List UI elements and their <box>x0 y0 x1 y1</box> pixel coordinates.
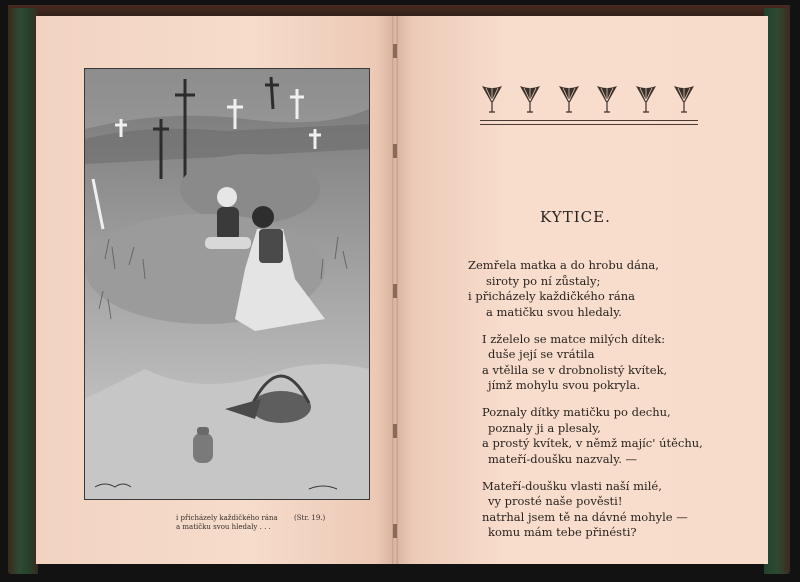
caption-line: a matičku svou hledaly . . . <box>176 523 271 531</box>
poem-line: Poznaly dítky matičku po dechu, <box>482 405 671 419</box>
binding-stitch <box>393 424 397 438</box>
poem-line: vy prosté naše pověsti! <box>488 494 623 508</box>
poem-body <box>468 258 708 552</box>
poem-line: natrhal jsem tě na dávné mohyle — <box>482 509 688 524</box>
poem-stanza <box>468 258 708 320</box>
poem-line: poznaly ji a plesaly, <box>488 420 601 435</box>
lotus-fan-icon <box>480 84 504 114</box>
poem-stanza <box>468 479 708 541</box>
graveyard-children-illustration <box>85 69 369 499</box>
poem-line: komu mám tebe přinésti? <box>488 525 637 539</box>
poem-line: i přicházely každičkého rána <box>468 289 636 303</box>
binding-stitch <box>393 284 397 298</box>
poem-line: jímž mohylu svou pokryla. <box>488 378 641 392</box>
caption-line: i přicházely každičkého rána <box>176 514 278 522</box>
poem-line: a matičku svou hledaly. <box>486 304 622 319</box>
lotus-fan-icon <box>518 84 542 114</box>
poem-line: a vtělila se v drobnolistý kvítek, <box>482 362 668 377</box>
ornament-rule <box>480 120 698 125</box>
lotus-fan-icon <box>595 84 619 114</box>
binding-stitch <box>393 524 397 538</box>
poem-line: Zemřela matka a do hrobu dána, <box>468 258 659 272</box>
poem-line: mateří-doušku nazvaly. — <box>488 451 638 466</box>
lotus-fan-icon <box>672 84 696 114</box>
ornament-row <box>480 84 696 114</box>
binding-stitch <box>393 144 397 158</box>
poem-line: I zželelo se matce milých dítek: <box>482 331 666 346</box>
illustration-caption <box>176 514 376 532</box>
poem-title: KYTICE. <box>540 208 611 226</box>
lotus-fan-icon <box>634 84 658 114</box>
lotus-fan-icon <box>557 84 581 114</box>
caption-page-ref: (Str. 19.) <box>294 514 326 522</box>
poem-line: siroty po ní zůstaly; <box>486 273 601 288</box>
illustration-plate <box>84 68 370 500</box>
poem-stanza <box>468 405 708 467</box>
poem-stanza <box>468 332 708 394</box>
poem-line: duše její se vrátila <box>488 347 595 361</box>
book-cover-left <box>8 8 38 574</box>
binding-stitch <box>393 44 397 58</box>
poem-line: a prostý kvítek, v němž majíc' útěchu, <box>482 436 703 450</box>
poem-line: Mateří-doušku vlasti naší milé, <box>482 478 662 493</box>
